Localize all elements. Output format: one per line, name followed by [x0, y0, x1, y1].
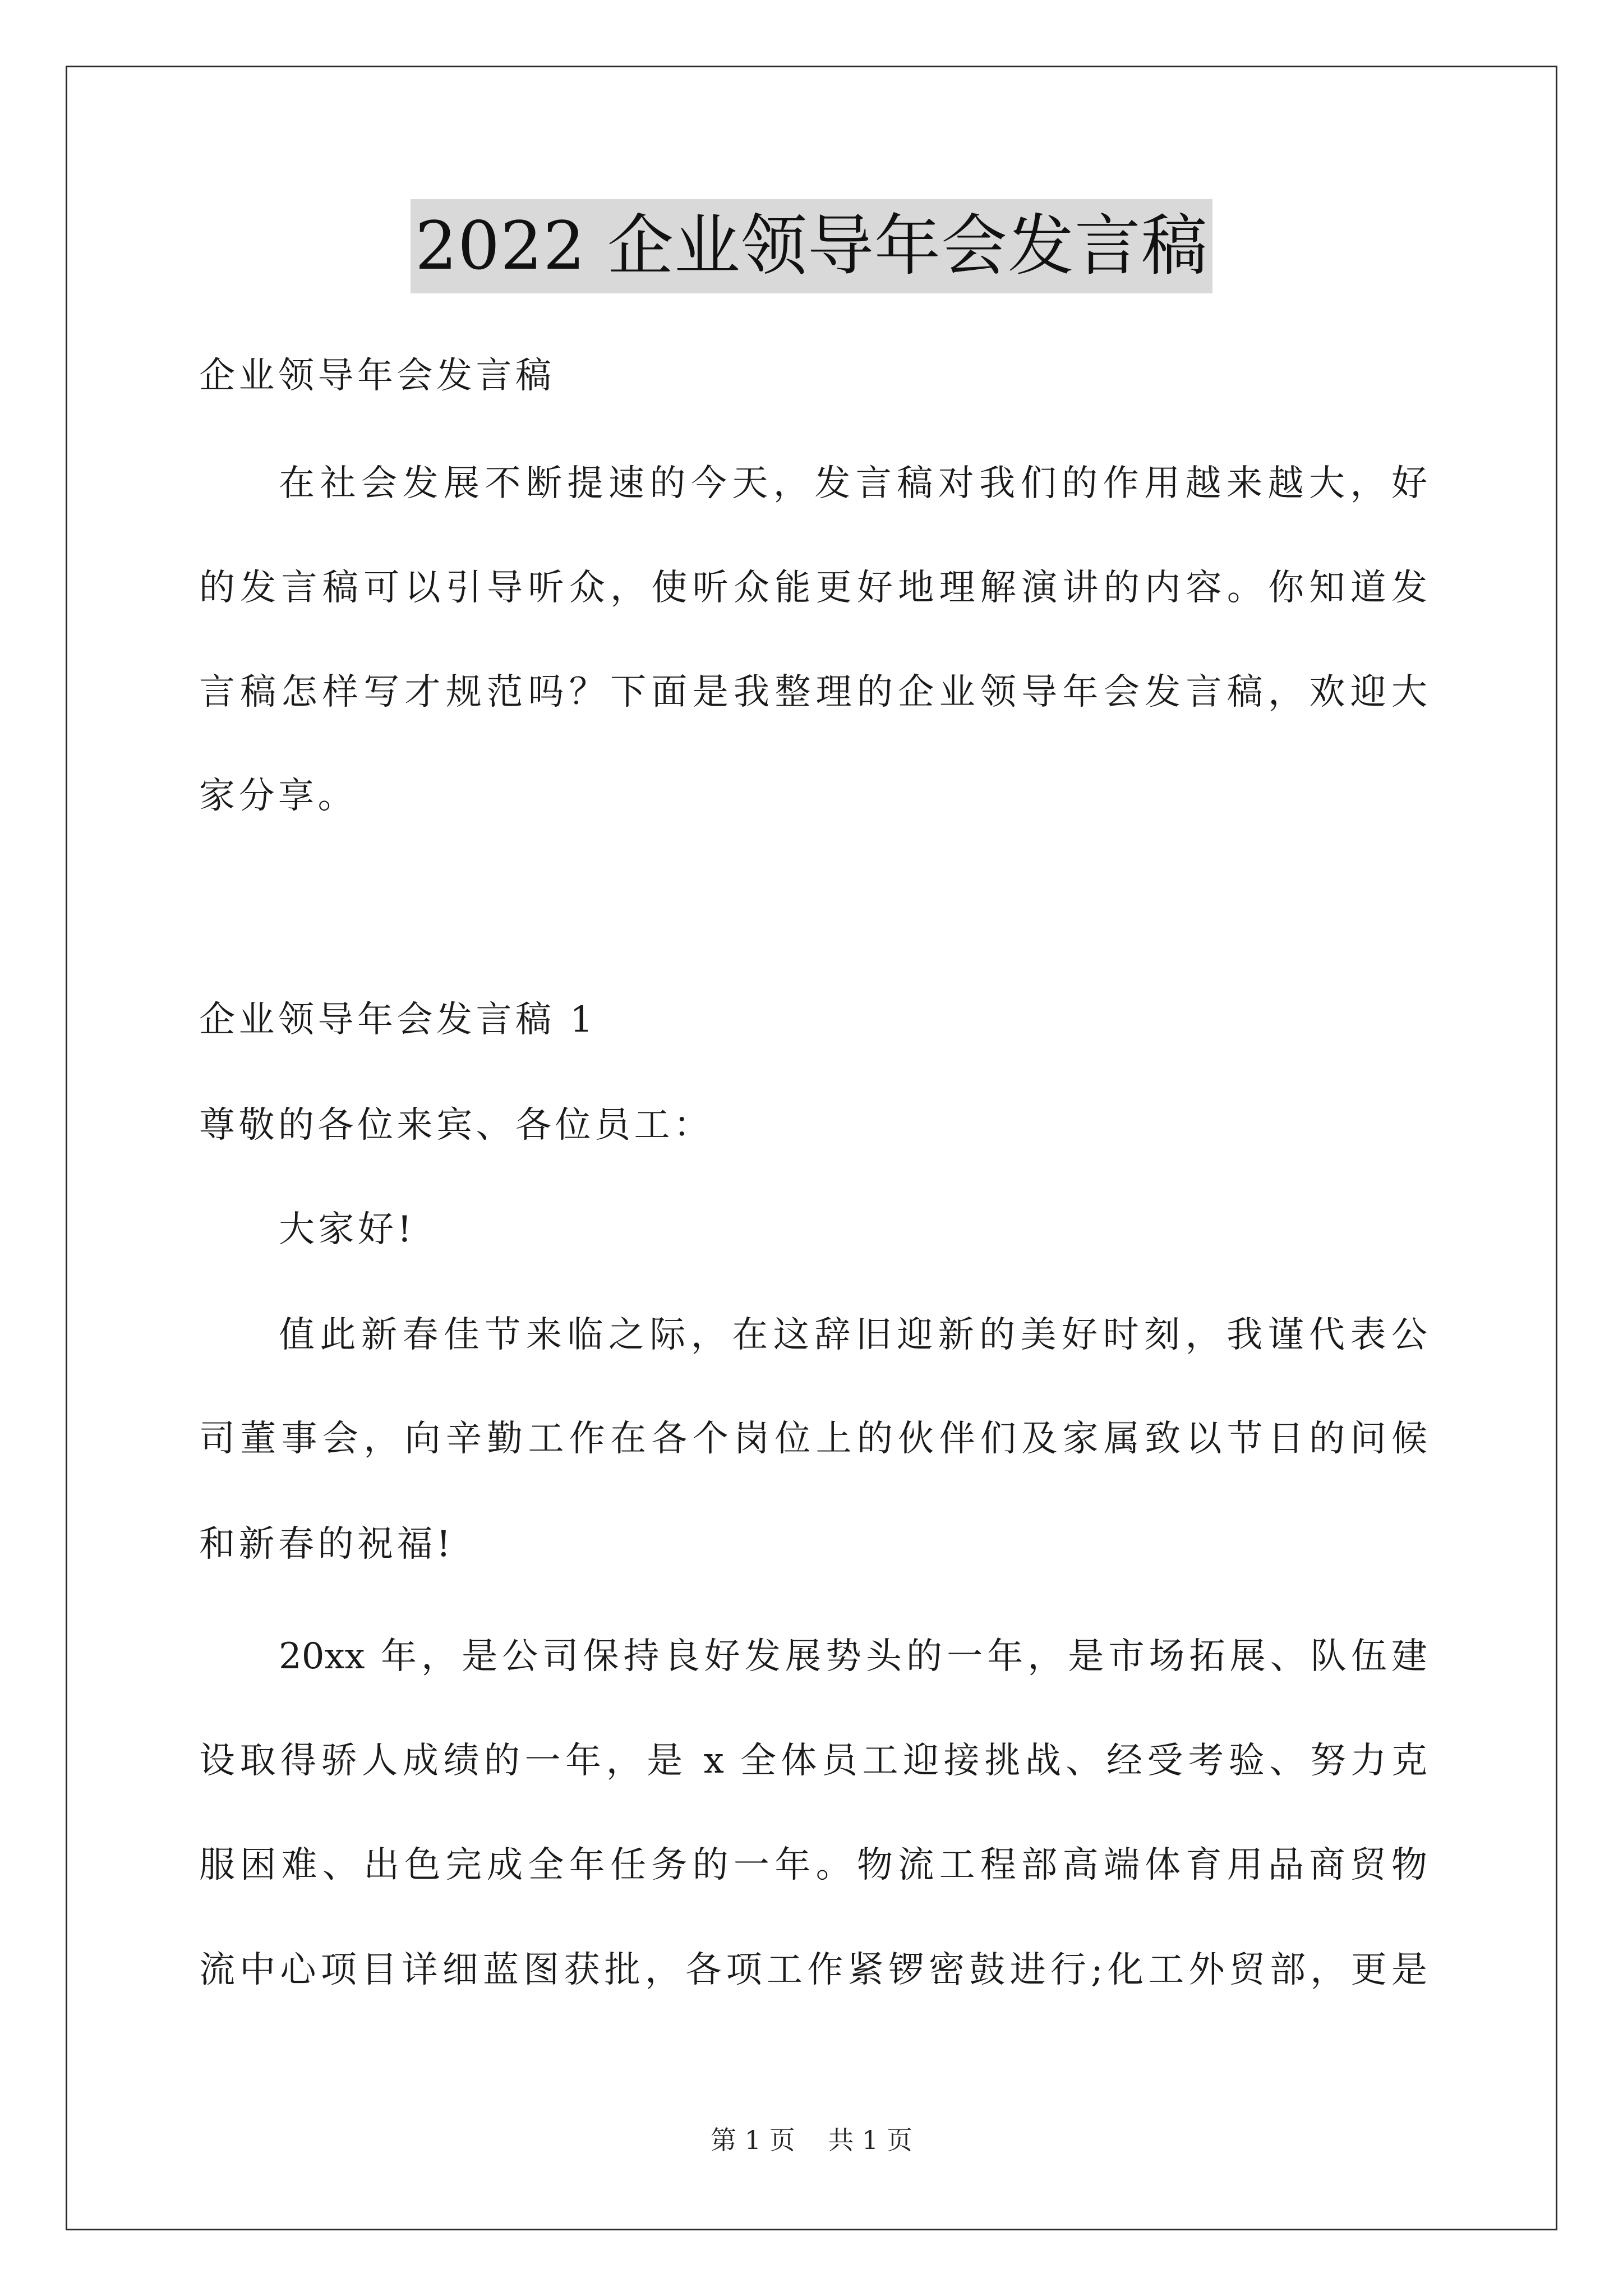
paragraph-line: 流中心项目详细蓝图获批，各项工作紧锣密鼓进行;化工外贸部，更是	[199, 1949, 1427, 1991]
subtitle: 企业领导年会发言稿	[199, 355, 555, 397]
document-title: 2022 企业领导年会发言稿	[411, 199, 1212, 293]
intro-line: 的发言稿可以引导听众，使听众能更好地理解演讲的内容。你知道发	[199, 567, 1427, 609]
salutation: 尊敬的各位来宾、各位员工：	[199, 1105, 713, 1146]
paragraph-line: 设取得骄人成绩的一年，是 x 全体员工迎接挑战、经受考验、努力克	[199, 1740, 1427, 1782]
intro-line: 言稿怎样写才规范吗？下面是我整理的企业领导年会发言稿，欢迎大	[199, 671, 1427, 713]
page-total: 共 1 页	[828, 2125, 912, 2155]
intro-line: 家分享。	[199, 775, 357, 817]
greeting: 大家好!	[279, 1209, 416, 1250]
paragraph-line: 和新春的祝福!	[199, 1524, 455, 1565]
title-area	[0, 199, 1623, 293]
page-number: 第 1 页	[711, 2125, 795, 2155]
paragraph-line: 20xx 年，是公司保持良好发展势头的一年，是市场拓展、队伍建	[279, 1636, 1427, 1677]
page-footer	[0, 2123, 1623, 2157]
paragraph-line: 司董事会，向辛勤工作在各个岗位上的伙伴们及家属致以节日的问候	[199, 1418, 1427, 1460]
section-heading: 企业领导年会发言稿 1	[199, 999, 597, 1041]
paragraph-line: 值此新春佳节来临之际，在这辞旧迎新的美好时刻，我谨代表公	[279, 1314, 1427, 1356]
intro-line: 在社会发展不断提速的今天，发言稿对我们的作用越来越大，好	[279, 463, 1427, 504]
paragraph-line: 服困难、出色完成全年任务的一年。物流工程部高端体育用品商贸物	[199, 1844, 1427, 1886]
